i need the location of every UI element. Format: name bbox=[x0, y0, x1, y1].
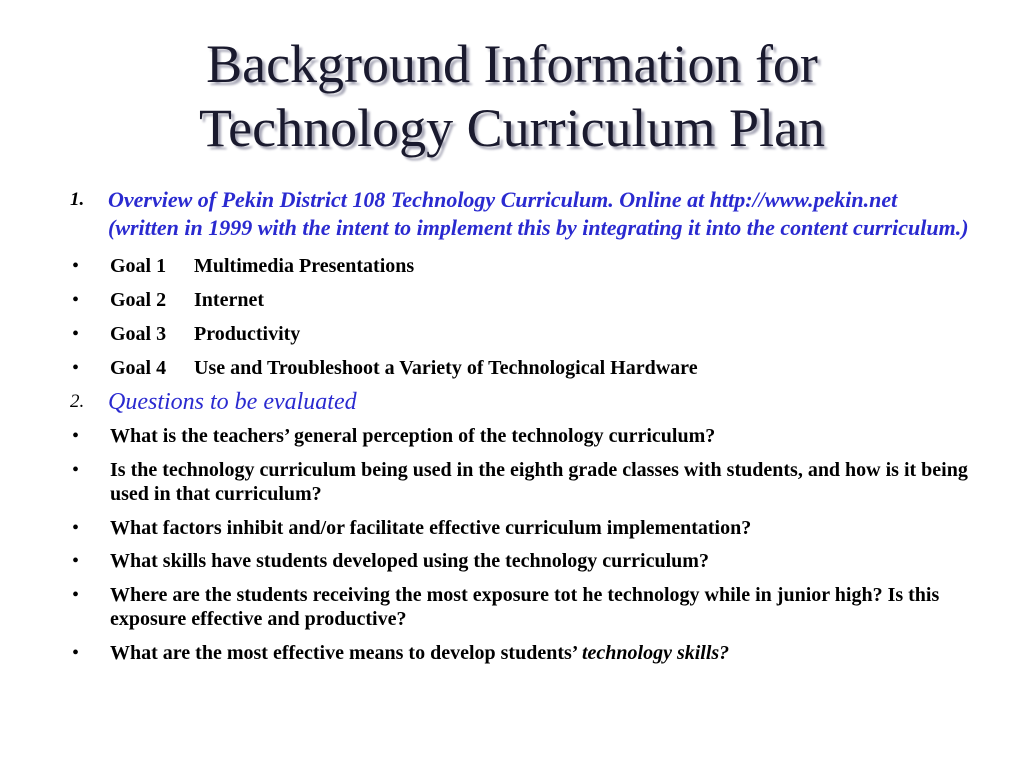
bullet-icon: • bbox=[72, 583, 80, 606]
question-text: What skills have students developed using the technology curriculum? bbox=[110, 550, 709, 572]
goals-list bbox=[70, 254, 970, 381]
goal-item bbox=[70, 288, 970, 313]
question-text: Where are the students receiving the most exposure tot he technology while in junior high? Is this exposure effective and productive? bbox=[110, 583, 940, 630]
question-text: What is the teachers’ general perception of the technology curriculum? bbox=[110, 425, 716, 447]
bullet-icon: • bbox=[72, 641, 80, 664]
question-item bbox=[70, 458, 970, 507]
goal-item bbox=[70, 322, 970, 347]
bullet-icon: • bbox=[72, 458, 80, 481]
section-number: 2. bbox=[70, 391, 85, 412]
bullet-icon: • bbox=[72, 516, 80, 539]
section-number: 1. bbox=[70, 189, 85, 210]
question-item bbox=[70, 516, 970, 541]
bullet-icon: • bbox=[72, 255, 80, 277]
bullet-icon: • bbox=[72, 289, 80, 311]
goal-label: Goal 3 bbox=[110, 323, 167, 345]
section-questions-text: Questions to be evaluated bbox=[108, 389, 357, 415]
question-item bbox=[70, 549, 970, 574]
slide-body bbox=[70, 186, 970, 674]
slide-title bbox=[0, 32, 1024, 160]
question-text: What factors inhibit and/or facilitate effective curriculum implementation? bbox=[110, 516, 752, 539]
title-line-2: Technology Curriculum Plan bbox=[198, 98, 826, 158]
bullet-icon: • bbox=[72, 357, 80, 379]
section-overview bbox=[70, 186, 970, 242]
goal-text: Internet bbox=[194, 289, 264, 311]
questions-list bbox=[70, 424, 970, 665]
section-overview-text: Overview of Pekin District 108 Technology Curriculum. Online at http://www.pekin.net (written in 1999 with the intent to implement this by integrating it into the content curriculum.) bbox=[108, 187, 969, 240]
title-line-1: Background Information for bbox=[206, 34, 818, 94]
question-item bbox=[70, 424, 970, 449]
bullet-icon: • bbox=[72, 425, 80, 447]
goal-item bbox=[70, 356, 970, 381]
question-item bbox=[70, 583, 970, 632]
question-text: Is the technology curriculum being used in the eighth grade classes with students, and how is it being used in that curriculum? bbox=[110, 458, 968, 505]
goal-text: Productivity bbox=[194, 323, 301, 345]
bullet-icon: • bbox=[72, 550, 80, 572]
goal-label: Goal 2 bbox=[110, 289, 167, 311]
goal-label: Goal 1 bbox=[110, 255, 167, 277]
question-emphasis: technology skills? bbox=[581, 641, 730, 664]
bullet-icon: • bbox=[72, 323, 80, 345]
goal-text: Use and Troubleshoot a Variety of Technological Hardware bbox=[194, 357, 698, 379]
goal-item bbox=[70, 254, 970, 279]
question-text: What are the most effective means to develop students’ bbox=[110, 641, 577, 664]
question-item bbox=[70, 641, 970, 666]
goal-text: Multimedia Presentations bbox=[194, 255, 415, 277]
section-questions bbox=[70, 388, 970, 416]
goal-label: Goal 4 bbox=[110, 357, 167, 379]
